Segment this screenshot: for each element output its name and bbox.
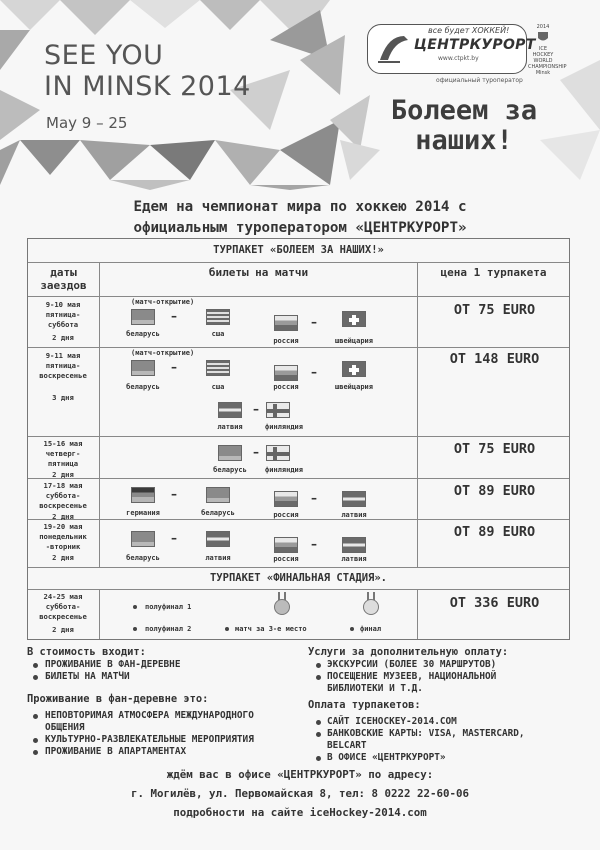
row3-days: 2 дня (52, 470, 74, 479)
final-days: 2 дня (52, 625, 74, 634)
col-dates-line1: даты (50, 266, 77, 279)
village-item-3: ПРОЖИВАНИЕ В АПАРТАМЕНТАХ (45, 746, 187, 757)
row2-days: 3 дня (52, 393, 74, 402)
vs-dash: – (171, 309, 177, 323)
flag-belarus (131, 360, 155, 376)
row5-team-b1: латвия (205, 554, 231, 562)
row5-days: 2 дня (52, 553, 74, 562)
flag-russia (274, 491, 298, 507)
row4-dates-line1: 17-18 мая (43, 481, 83, 490)
row1-team-a1: беларусь (126, 330, 160, 338)
row2-dates-line1: 9-11 мая (45, 351, 81, 360)
flag-latvia (342, 537, 366, 553)
cross-icon (343, 313, 365, 327)
final-price: ОТ 336 EURO (449, 595, 540, 611)
village-item-1-cont: ОБЩЕНИЯ (45, 722, 85, 733)
vs-dash: – (171, 360, 177, 374)
row5-team-a2: россия (273, 555, 299, 563)
flag-belarus (206, 487, 230, 503)
headline-line1: Едем на чемпионат мира по хоккею 2014 с (133, 199, 467, 215)
bullet-dot (33, 675, 38, 680)
iihf-year: 2014 (536, 24, 550, 30)
semifinal-2: полуфинал 2 (145, 625, 192, 633)
package1-title: ТУРПАКЕТ «БОЛЕЕМ ЗА НАШИХ!» (213, 244, 384, 256)
row1-days: 2 дня (52, 333, 74, 342)
cross-icon (343, 363, 365, 377)
package2-title: ТУРПАКЕТ «ФИНАЛЬНАЯ СТАДИЯ». (209, 572, 387, 584)
row4-team-b1: беларусь (201, 509, 235, 517)
vs-dash: – (311, 365, 317, 379)
event-title-line1: SEE YOU (44, 40, 164, 71)
row1-team-b2: швейцария (335, 337, 373, 345)
row2-team-a3: латвия (217, 423, 243, 431)
row3-team-a1: беларусь (213, 466, 247, 474)
extra-item-1: ЭКСКУРСИИ (БОЛЕЕ 30 МАРШРУТОВ) (327, 659, 497, 670)
row1-team-b1: сша (211, 330, 225, 338)
row1-dates-line1: 9-10 мая (45, 300, 81, 309)
col-tickets-header: билеты на матчи (208, 266, 309, 279)
included-item-1: ПРОЖИВАНИЕ В ФАН-ДЕРЕВНЕ (45, 659, 181, 670)
slogan (366, 96, 562, 156)
vs-dash: – (311, 315, 317, 329)
final-dates-line3: воскресенье (39, 612, 87, 621)
row1-dates (29, 300, 97, 343)
row1-dates-line2: пятница- (45, 310, 81, 319)
event-title-line2: IN MINSK 2014 (44, 71, 251, 102)
row4-dates-line2: суббота- (45, 491, 81, 500)
row2-dates (29, 351, 97, 403)
gold-medal-icon (363, 599, 379, 615)
included-title: В стоимость входит: (27, 646, 146, 658)
bullet-dot (133, 627, 137, 631)
logo-url: www.ctpkt.by (438, 55, 479, 62)
row4-team-b2: латвия (341, 511, 367, 519)
third-place-match: матч за 3-е место (235, 625, 307, 633)
vs-dash: – (311, 491, 317, 505)
payment-item-2-cont: BELCART (327, 740, 367, 751)
row4-team-a2: россия (273, 511, 299, 519)
bullet-dot (316, 756, 321, 761)
bullet-dot (133, 605, 137, 609)
tour-package-table (27, 238, 570, 640)
logo-name: ЦЕНТРКУРОРТ (414, 37, 536, 53)
flag-latvia (218, 402, 242, 418)
row4-days: 2 дня (52, 512, 74, 521)
final-dates-line1: 24-25 мая (43, 592, 83, 601)
row4-team-a1: германия (126, 509, 160, 517)
row5-dates (29, 522, 97, 563)
bullet-dot (316, 732, 321, 737)
village-title: Проживание в фан-деревне это: (27, 693, 209, 705)
row4-price: ОТ 89 EURO (453, 483, 536, 499)
row2-opening-note: (матч-открытие) (131, 349, 195, 357)
flag-belarus (218, 445, 242, 461)
flag-russia (274, 537, 298, 553)
row2-team-b3: финляндия (265, 423, 303, 431)
payment-item-1: САЙТ ICEHOCKEY-2014.COM (327, 716, 457, 727)
payment-title: Оплата турпакетов: (308, 699, 421, 711)
col-dates-header (28, 266, 99, 292)
flag-belarus (131, 531, 155, 547)
final-dates (29, 592, 97, 635)
footer-address: г. Могилёв, ул. Первомайская 8, тел: 8 0222 22-60-06 (130, 787, 469, 800)
flag-belarus (131, 309, 155, 325)
headline-line2: официальным туроператором «ЦЕНТРКУРОРТ» (133, 220, 467, 236)
cross-icon (267, 404, 289, 418)
row5-price: ОТ 89 EURO (453, 524, 536, 540)
bullet-dot (33, 750, 38, 755)
bullet-dot (225, 627, 229, 631)
slogan-line1: Болеем за (390, 95, 538, 126)
row2-price: ОТ 148 EURO (449, 351, 540, 367)
payment-item-2: БАНКОВСКИЕ КАРТЫ: VISA, MASTERCARD, (327, 728, 525, 739)
row3-team-b1: финляндия (265, 466, 303, 474)
row4-dates-line3: воскресенье (39, 501, 87, 510)
vs-dash: – (253, 445, 259, 459)
vs-dash: – (171, 487, 177, 501)
footer-website: подробности на сайте iceHockey-2014.com (173, 806, 427, 819)
bullet-dot (33, 738, 38, 743)
row5-dates-line3: -вторник (45, 542, 81, 551)
row2-dates-line2: пятница- (45, 361, 81, 370)
logo-tagline: все будет ХОККЕЙ! (428, 26, 510, 35)
row2-team-a1: беларусь (126, 383, 160, 391)
row5-team-b2: латвия (341, 555, 367, 563)
row3-dates-line3: пятница (47, 459, 79, 468)
flag-germany (131, 487, 155, 503)
semifinal-1: полуфинал 1 (145, 603, 192, 611)
final-dates-line2: суббота- (45, 602, 81, 611)
extra-title: Услуги за дополнительную оплату: (308, 646, 509, 658)
row3-dates (29, 439, 97, 480)
iihf-line4: Minsk (535, 70, 551, 76)
flag-switzerland (342, 361, 366, 377)
slogan-line2: наших! (415, 125, 513, 156)
row1-opening-note: (матч-открытие) (131, 298, 195, 306)
row3-price: ОТ 75 EURO (453, 441, 536, 457)
flag-russia (274, 315, 298, 331)
hockey-player-icon (374, 30, 414, 66)
vs-dash: – (311, 537, 317, 551)
event-title (44, 40, 251, 102)
extra-item-2-cont: БИБЛИОТЕКИ И Т.Д. (327, 683, 423, 694)
bronze-medal-icon (274, 599, 290, 615)
row1-price: ОТ 75 EURO (453, 302, 536, 318)
bullet-dot (33, 714, 38, 719)
iihf-line2: WORLD (533, 58, 553, 64)
flag-russia (274, 365, 298, 381)
flag-usa (206, 360, 230, 376)
row5-dates-line2: понедельник (39, 532, 87, 541)
payment-item-3: В ОФИСЕ «ЦЕНТРКУРОРТ» (327, 752, 446, 763)
row2-team-b1: сша (211, 383, 225, 391)
row3-dates-line1: 15-16 мая (43, 439, 83, 448)
flag-latvia (342, 491, 366, 507)
row2-team-b2: швейцария (335, 383, 373, 391)
row1-team-a2: россия (273, 337, 299, 345)
row5-team-a1: беларусь (126, 554, 160, 562)
iihf-line3: CHAMPIONSHIP (528, 64, 567, 70)
bullet-dot (316, 663, 321, 668)
flag-latvia (206, 531, 230, 547)
flag-switzerland (342, 311, 366, 327)
extra-item-2: ПОСЕЩЕНИЕ МУЗЕЕВ, НАЦИОНАЛЬНОЙ (327, 671, 497, 682)
village-item-2: КУЛЬТУРНО-РАЗВЛЕКАТЕЛЬНЫЕ МЕРОПРИЯТИЯ (45, 734, 254, 745)
vs-dash: – (171, 531, 177, 545)
flag-finland (266, 402, 290, 418)
row4-dates (29, 481, 97, 522)
row1-dates-line3: суббота (47, 320, 79, 329)
logo-subtitle: официальный туроператор (436, 77, 523, 84)
iihf-line1: ICE HOCKEY (532, 46, 554, 58)
event-dates: May 9 – 25 (46, 114, 128, 132)
row5-dates-line1: 19-20 мая (43, 522, 83, 531)
cross-icon (267, 447, 289, 461)
vs-dash: – (253, 402, 259, 416)
bullet-dot (316, 720, 321, 725)
col-dates-line2: заездов (40, 279, 87, 292)
flag-usa (206, 309, 230, 325)
col-price-header: цена 1 турпакета (440, 266, 547, 279)
footer-invite: ждём вас в офисе «ЦЕНТРКУРОРТ» по адресу: (166, 768, 434, 781)
bullet-dot (350, 627, 354, 631)
bullet-dot (316, 675, 321, 680)
final-match: финал (360, 625, 382, 633)
village-item-1: НЕПОВТОРИМАЯ АТМОСФЕРА МЕЖДУНАРОДНОГО (45, 710, 254, 721)
iihf-emblem (528, 24, 567, 76)
flag-finland (266, 445, 290, 461)
headline (40, 197, 560, 239)
row2-team-a2: россия (273, 383, 299, 391)
row2-dates-line3: воскресенье (39, 371, 87, 380)
championship-logo-icon (536, 30, 550, 44)
row3-dates-line2: четверг- (45, 449, 81, 458)
bullet-dot (33, 663, 38, 668)
included-item-2: БИЛЕТЫ НА МАТЧИ (45, 671, 130, 682)
